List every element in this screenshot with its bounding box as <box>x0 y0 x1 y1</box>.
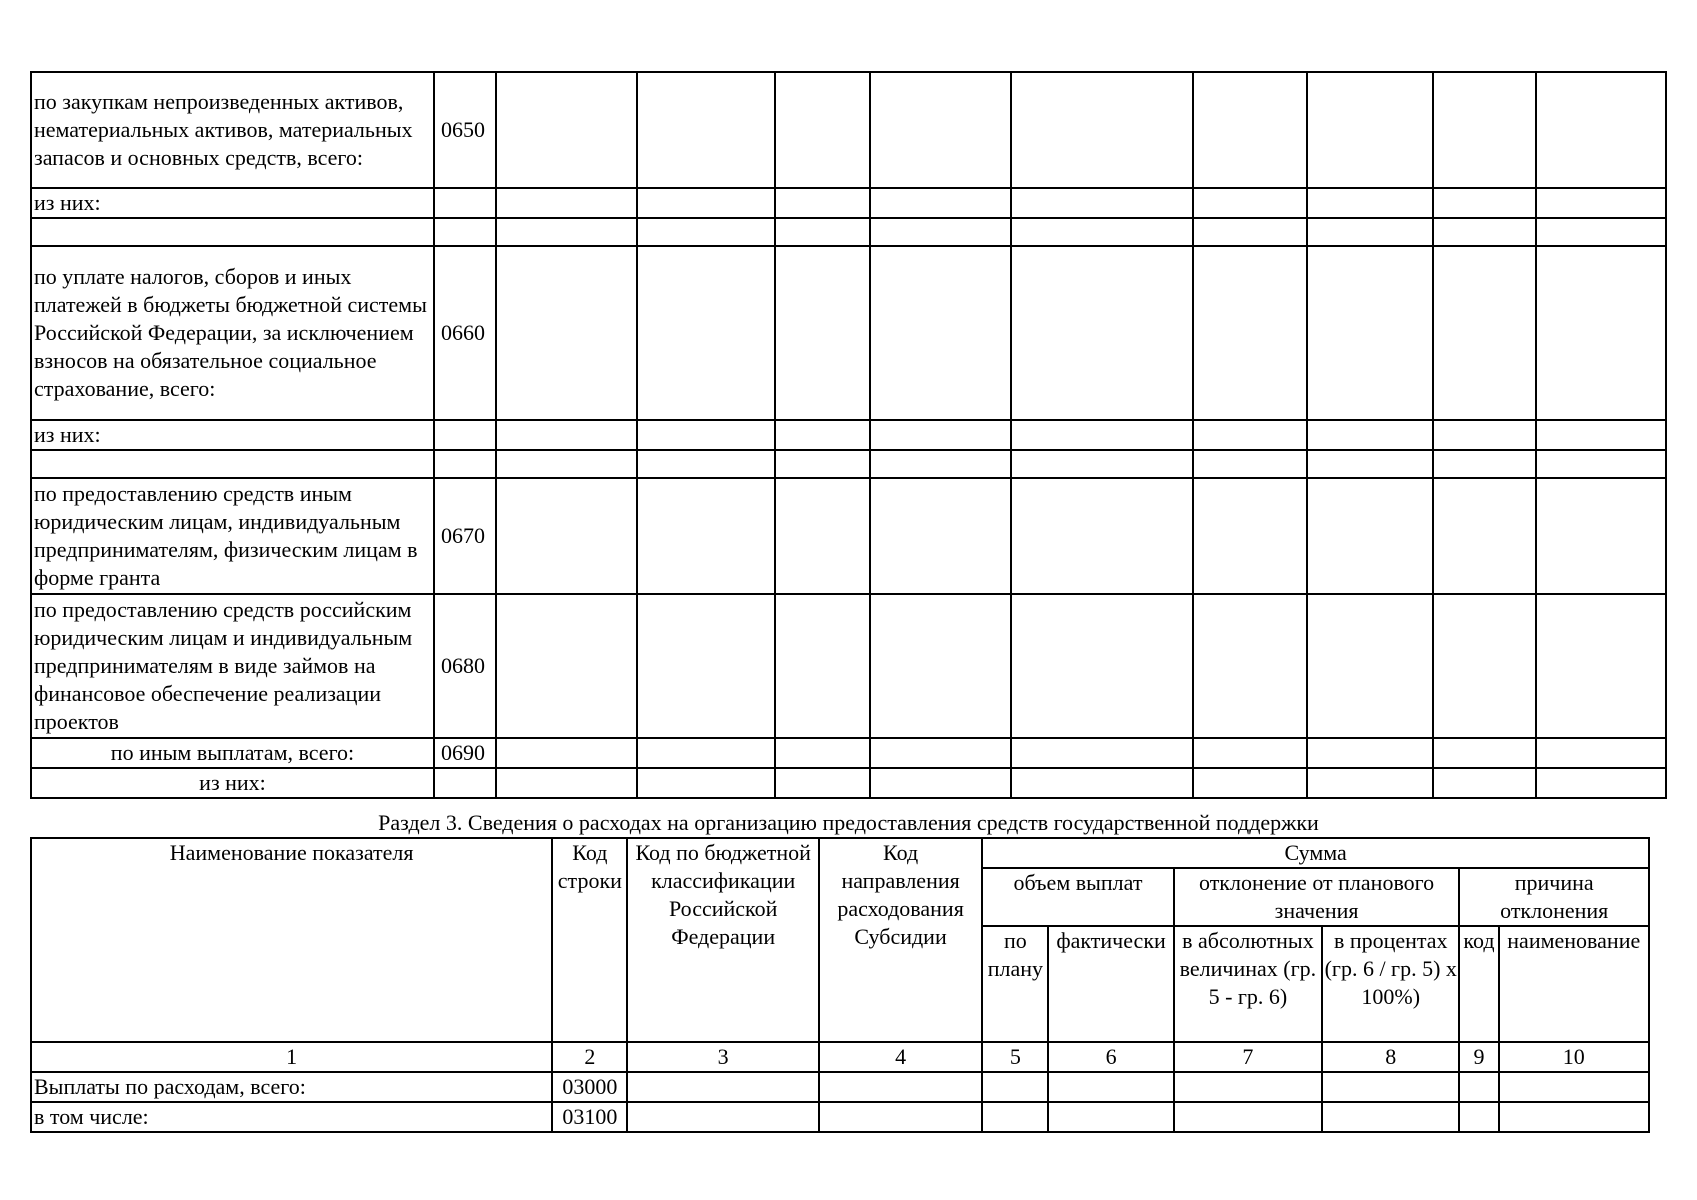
header-reason-name: наименование <box>1499 926 1649 1042</box>
value-cell <box>870 420 1011 450</box>
value-cell <box>627 1072 818 1102</box>
column-number: 9 <box>1459 1042 1498 1072</box>
value-cell <box>496 218 637 246</box>
value-cell <box>1536 738 1666 768</box>
value-cell <box>637 450 775 478</box>
value-cell <box>982 1102 1048 1132</box>
row-code: 0690 <box>434 738 496 768</box>
row-code: 0680 <box>434 594 496 738</box>
value-cell <box>1011 246 1193 420</box>
value-cell <box>496 188 637 218</box>
value-cell <box>1193 738 1308 768</box>
value-cell <box>870 218 1011 246</box>
row-label: по предоставлению средств российским юридическим лицам и индивидуальным предпринимателям в виде займов на финансовое обеспечение реализации проектов <box>31 594 434 738</box>
value-cell <box>982 1072 1048 1102</box>
value-cell <box>1536 246 1666 420</box>
value-cell <box>1536 450 1666 478</box>
value-cell <box>1536 72 1666 188</box>
column-numbers-row <box>31 1042 1649 1072</box>
value-cell <box>1048 1072 1173 1102</box>
value-cell <box>496 450 637 478</box>
value-cell <box>1307 478 1433 594</box>
column-number: 1 <box>31 1042 552 1072</box>
value-cell <box>1433 188 1537 218</box>
value-cell <box>775 246 870 420</box>
value-cell <box>775 450 870 478</box>
row-code <box>434 768 496 798</box>
value-cell <box>1536 218 1666 246</box>
value-cell <box>1307 188 1433 218</box>
value-cell <box>870 768 1011 798</box>
row-code: 03000 <box>552 1072 627 1102</box>
value-cell <box>870 450 1011 478</box>
value-cell <box>637 738 775 768</box>
row-code <box>434 450 496 478</box>
value-cell <box>637 72 775 188</box>
value-cell <box>627 1102 818 1132</box>
row-label: по уплате налогов, сборов и иных платежей в бюджеты бюджетной системы Российской Федерации, за исключением взносов на обязательное социальное страхование, всего: <box>31 246 434 420</box>
value-cell <box>870 594 1011 738</box>
value-cell <box>1048 1102 1173 1132</box>
column-number: 4 <box>819 1042 982 1072</box>
value-cell <box>1433 246 1537 420</box>
header-reason-code: код <box>1459 926 1498 1042</box>
value-cell <box>1193 450 1308 478</box>
table1-row <box>31 218 1666 246</box>
value-cell <box>1011 218 1193 246</box>
value-cell <box>496 738 637 768</box>
value-cell <box>1433 478 1537 594</box>
value-cell <box>496 594 637 738</box>
value-cell <box>775 768 870 798</box>
value-cell <box>1307 72 1433 188</box>
value-cell <box>1433 738 1537 768</box>
value-cell <box>1459 1102 1498 1132</box>
value-cell <box>1433 450 1537 478</box>
value-cell <box>819 1102 982 1132</box>
value-cell <box>1536 420 1666 450</box>
value-cell <box>1499 1072 1649 1102</box>
value-cell <box>1307 738 1433 768</box>
header-absolute: в абсолютных величинах (гр. 5 - гр. 6) <box>1174 926 1322 1042</box>
row-label: по предоставлению средств иным юридическим лицам, индивидуальным предпринимателям, физическим лицам в форме гранта <box>31 478 434 594</box>
table1-row <box>31 246 1666 420</box>
value-cell <box>1322 1102 1459 1132</box>
value-cell <box>775 738 870 768</box>
value-cell <box>1193 72 1308 188</box>
value-cell <box>1307 768 1433 798</box>
value-cell <box>496 420 637 450</box>
table1-row <box>31 478 1666 594</box>
row-code <box>434 188 496 218</box>
value-cell <box>637 420 775 450</box>
value-cell <box>1536 768 1666 798</box>
value-cell <box>775 478 870 594</box>
row-label <box>31 218 434 246</box>
row-label <box>31 450 434 478</box>
value-cell <box>637 768 775 798</box>
row-label: по закупкам непроизведенных активов, нематериальных активов, материальных запасов и основных средств, всего: <box>31 72 434 188</box>
value-cell <box>1433 594 1537 738</box>
value-cell <box>1174 1102 1322 1132</box>
value-cell <box>870 738 1011 768</box>
header-percent: в процентах (гр. 6 / гр. 5) x 100%) <box>1322 926 1459 1042</box>
value-cell <box>1459 1072 1498 1102</box>
column-number: 6 <box>1048 1042 1173 1072</box>
value-cell <box>1011 768 1193 798</box>
table1-row <box>31 72 1666 188</box>
value-cell <box>496 246 637 420</box>
row-code: 0660 <box>434 246 496 420</box>
value-cell <box>1433 768 1537 798</box>
header-by-plan: по плану <box>982 926 1048 1042</box>
section3-row <box>31 1102 1649 1132</box>
column-number: 7 <box>1174 1042 1322 1072</box>
value-cell <box>1193 188 1308 218</box>
header-budget-code: Код по бюджетной классификации Российской Федерации <box>627 838 818 1042</box>
header-row-code: Код строки <box>552 838 627 1042</box>
value-cell <box>819 1072 982 1102</box>
value-cell <box>1011 478 1193 594</box>
row-label: из них: <box>31 188 434 218</box>
section-3-title: Раздел 3. Сведения о расходах на организацию предоставления средств государственной поддержки <box>378 810 1319 835</box>
section3-row <box>31 1072 1649 1102</box>
header-reason: причина отклонения <box>1459 868 1649 926</box>
value-cell <box>637 594 775 738</box>
value-cell <box>1307 246 1433 420</box>
value-cell <box>1536 478 1666 594</box>
value-cell <box>1193 768 1308 798</box>
value-cell <box>1193 218 1308 246</box>
value-cell <box>775 188 870 218</box>
value-cell <box>775 218 870 246</box>
row-code: 0650 <box>434 72 496 188</box>
table1-row <box>31 420 1666 450</box>
table1-row <box>31 768 1666 798</box>
payments-table-continued <box>30 71 1667 799</box>
value-cell <box>1536 594 1666 738</box>
header-direction-code: Код направления расходования Субсидии <box>819 838 982 1042</box>
header-sum: Сумма <box>982 838 1649 868</box>
value-cell <box>1193 246 1308 420</box>
column-number: 5 <box>982 1042 1048 1072</box>
value-cell <box>1011 450 1193 478</box>
column-number: 3 <box>627 1042 818 1072</box>
row-label: из них: <box>31 420 434 450</box>
value-cell <box>637 246 775 420</box>
row-code: 0670 <box>434 478 496 594</box>
header-deviation: отклонение от планового значения <box>1174 868 1460 926</box>
value-cell <box>637 478 775 594</box>
value-cell <box>1433 72 1537 188</box>
row-label: Выплаты по расходам, всего: <box>31 1072 552 1102</box>
value-cell <box>1433 420 1537 450</box>
table1-row <box>31 594 1666 738</box>
column-number: 2 <box>552 1042 627 1072</box>
value-cell <box>870 478 1011 594</box>
value-cell <box>1499 1102 1649 1132</box>
row-code <box>434 218 496 246</box>
value-cell <box>1193 594 1308 738</box>
value-cell <box>496 72 637 188</box>
row-label: из них: <box>31 768 434 798</box>
value-cell <box>775 594 870 738</box>
column-number: 8 <box>1322 1042 1459 1072</box>
value-cell <box>637 218 775 246</box>
table1-row <box>31 188 1666 218</box>
value-cell <box>1307 420 1433 450</box>
value-cell <box>1322 1072 1459 1102</box>
header-name: Наименование показателя <box>31 838 552 1042</box>
value-cell <box>1011 420 1193 450</box>
value-cell <box>1307 450 1433 478</box>
value-cell <box>1011 188 1193 218</box>
row-label: по иным выплатам, всего: <box>31 738 434 768</box>
value-cell <box>775 420 870 450</box>
value-cell <box>496 478 637 594</box>
value-cell <box>870 188 1011 218</box>
value-cell <box>1174 1072 1322 1102</box>
value-cell <box>496 768 637 798</box>
value-cell <box>1011 594 1193 738</box>
value-cell <box>870 246 1011 420</box>
value-cell <box>1536 188 1666 218</box>
value-cell <box>1011 738 1193 768</box>
row-code <box>434 420 496 450</box>
section-3-table <box>30 837 1650 1133</box>
table1-row <box>31 450 1666 478</box>
header-actual: фактически <box>1048 926 1173 1042</box>
row-code: 03100 <box>552 1102 627 1132</box>
column-number: 10 <box>1499 1042 1649 1072</box>
value-cell <box>1307 594 1433 738</box>
value-cell <box>1307 218 1433 246</box>
value-cell <box>775 72 870 188</box>
value-cell <box>870 72 1011 188</box>
value-cell <box>1193 478 1308 594</box>
header-payments-volume: объем выплат <box>982 868 1173 926</box>
value-cell <box>1193 420 1308 450</box>
value-cell <box>1011 72 1193 188</box>
row-label: в том числе: <box>31 1102 552 1132</box>
table1-row <box>31 738 1666 768</box>
value-cell <box>1433 218 1537 246</box>
value-cell <box>637 188 775 218</box>
